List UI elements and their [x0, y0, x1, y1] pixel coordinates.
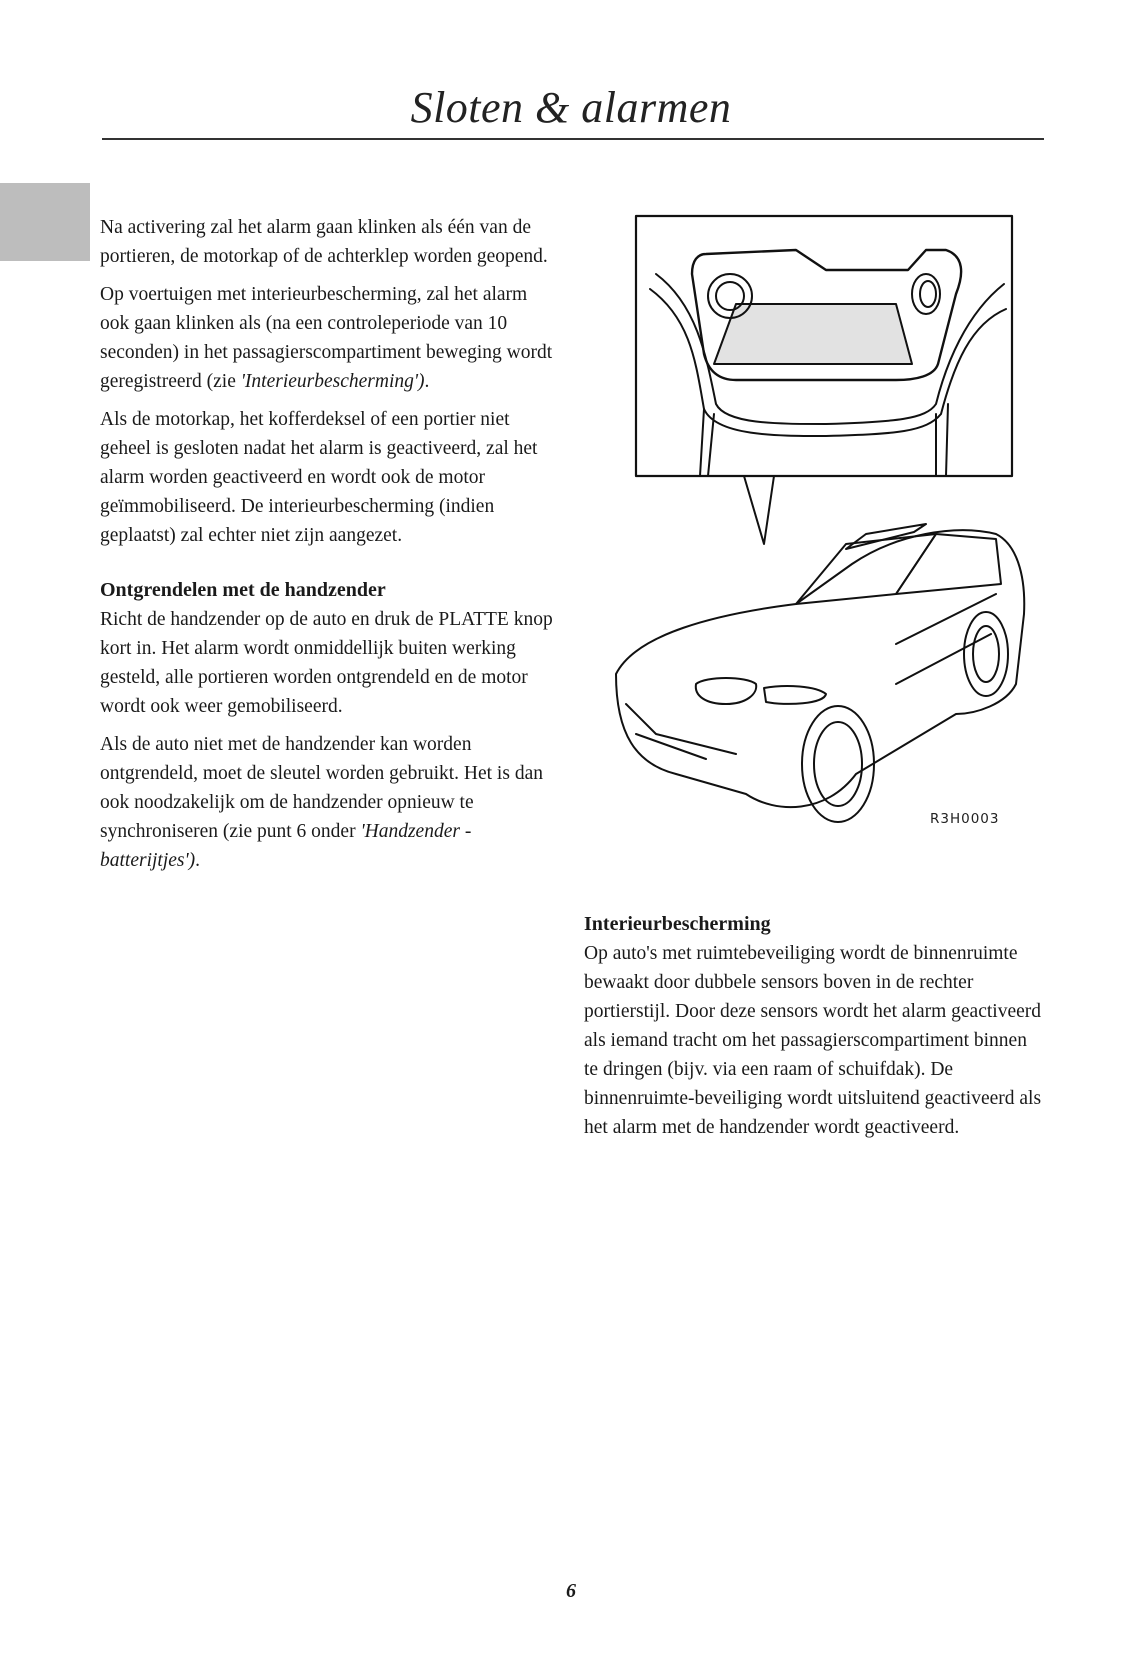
left-column [100, 213, 560, 884]
title-rule [102, 138, 1044, 140]
right-column [584, 910, 1044, 1151]
page-title: Sloten & alarmen [410, 83, 732, 132]
section-thumb-tab [0, 183, 90, 261]
car-sensor-illustration [596, 214, 1036, 854]
section-heading: Ontgrendelen met de handzender [100, 579, 386, 601]
page-number: 6 [566, 1580, 576, 1602]
paragraph: Richt de handzender op de auto en druk de PLATTE knop kort in. Het alarm wordt onmiddellijk buiten werking gesteld, alle portieren worden ontgrendeld en de motor wordt ook weer gemobiliseerd. [100, 609, 553, 717]
paragraph: Op voertuigen met interieurbescherming, zal het alarm ook gaan klinken als (na een controleperiode van 10 seconden) in het passagierscompartiment beweging wordt geregistreerd (zie 'Interieurbescherming'). [100, 284, 553, 392]
paragraph: Als de auto niet met de handzender kan worden ontgrendeld, moet de sleutel worden gebruikt. Het is dan ook noodzakelijk om de handzender opnieuw te synchroniseren (zie punt 6 onder 'Handzender - batterijtjes'). [100, 734, 543, 871]
paragraph: Na activering zal het alarm gaan klinken als één van de portieren, de motorkap of de achterklep worden geopend. [100, 217, 548, 267]
paragraph: Op auto's met ruimtebeveiliging wordt de binnenruimte bewaakt door dubbele sensors boven in de rechter portierstijl. Door deze sensors wordt het alarm geactiveerd als iemand tracht om het passagierscompartiment binnen te dringen (bijv. via een raam of schuifdak). De binnenruimte-beveiliging wordt uitsluitend geactiveerd als het alarm met de handzender wordt geactiveerd. [584, 943, 1042, 1138]
paragraph: Als de motorkap, het kofferdeksel of een portier niet geheel is gesloten nadat het alarm is geactiveerd, zal het alarm worden geactiveerd en wordt ook de motor geïmmobiliseerd. De interieurbescherming (indien geplaatst) zal echter niet zijn aangezet. [100, 409, 538, 546]
cross-reference: 'Interieurbescherming') [240, 371, 425, 392]
illustration-drawing [596, 214, 1036, 854]
figure-code: R3H0003 [930, 811, 1000, 827]
section-heading: Interieurbescherming [584, 913, 771, 935]
cross-reference: 'Handzender - batterijtjes') [100, 821, 472, 871]
